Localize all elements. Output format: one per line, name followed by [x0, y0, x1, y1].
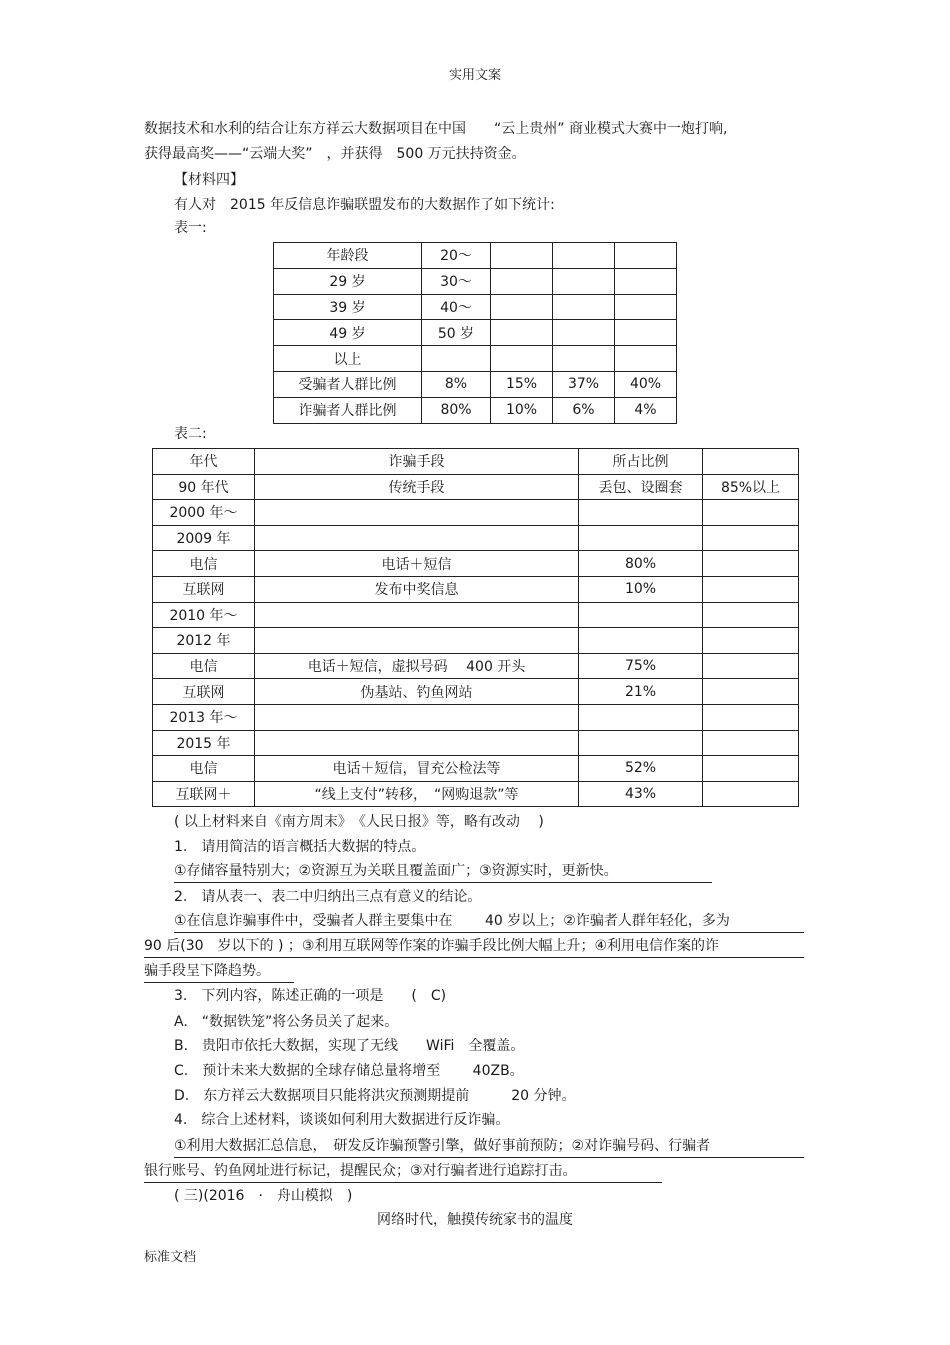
table-cell: 52%: [579, 756, 703, 782]
table-row: [153, 653, 799, 679]
table-1: [273, 242, 677, 424]
table-cell: [553, 346, 615, 372]
table-cell: [491, 320, 553, 346]
table-cell: [491, 268, 553, 294]
table-cell: 10%: [491, 397, 553, 423]
table-cell: [703, 449, 799, 475]
table-row: [274, 243, 677, 269]
table-cell: [579, 628, 703, 654]
table-row: [153, 551, 799, 577]
table-cell: 互联网: [153, 576, 255, 602]
table-cell: [615, 346, 677, 372]
material-4-heading: 【材料四】: [174, 172, 244, 188]
table-cell: 30～: [422, 268, 491, 294]
table-cell: 10%: [579, 576, 703, 602]
table-cell: [703, 551, 799, 577]
table-cell: [703, 756, 799, 782]
table-cell: 4%: [615, 397, 677, 423]
table-cell: 15%: [491, 371, 553, 397]
table-row: [153, 628, 799, 654]
table-cell: 8%: [422, 371, 491, 397]
answer-1: [174, 861, 712, 883]
table-cell: [255, 525, 579, 551]
table-cell: [703, 576, 799, 602]
table-cell: [491, 243, 553, 269]
table-cell: 2009 年: [153, 525, 255, 551]
answer-1-text: ①存储容量特别大；②资源互为关联且覆盖面广；③资源实时，更新快。: [174, 861, 712, 883]
option-c: C. 预计未来大数据的全球存储总量将增至 40ZB。: [174, 1063, 524, 1079]
table-cell: 43%: [579, 781, 703, 807]
table-1-label: 表一:: [174, 220, 207, 236]
table-cell: 29 岁: [274, 268, 422, 294]
table-cell: [703, 704, 799, 730]
section-3-title: 网络时代，触摸传统家书的温度: [377, 1212, 573, 1228]
table-cell: [579, 602, 703, 628]
table-cell: 75%: [579, 653, 703, 679]
table-cell: [579, 730, 703, 756]
table-cell: 受骗者人群比例: [274, 371, 422, 397]
table-cell: [703, 525, 799, 551]
table-cell: 50 岁: [422, 320, 491, 346]
answer-2-line-2: [144, 936, 804, 958]
table-cell: 以上: [274, 346, 422, 372]
table-cell: 80%: [422, 397, 491, 423]
table-row: [153, 679, 799, 705]
table-cell: [579, 525, 703, 551]
question-1: 1. 请用简洁的语言概括大数据的特点。: [174, 839, 426, 855]
table-cell: 37%: [553, 371, 615, 397]
table-cell: 40%: [615, 371, 677, 397]
table-cell: 电信: [153, 653, 255, 679]
table-cell: 传统手段: [255, 474, 579, 500]
answer-4-line-2-text: 银行账号、钓鱼网址进行标记，提醒民众；③对行骗者进行追踪打击。: [144, 1161, 662, 1183]
source-note: ( 以上材料来自《南方周末》 《人民日报》等，略有改动 ): [174, 814, 544, 830]
table-cell: [703, 602, 799, 628]
table-row: [274, 346, 677, 372]
table-cell: 电话＋短信: [255, 551, 579, 577]
table-cell: [579, 704, 703, 730]
table-cell: 40～: [422, 294, 491, 320]
table-cell: [703, 628, 799, 654]
table-row: [153, 500, 799, 526]
table-row: [153, 602, 799, 628]
table-cell: 39 岁: [274, 294, 422, 320]
table-cell: 90 年代: [153, 474, 255, 500]
table-cell: 2012 年: [153, 628, 255, 654]
table-cell: 互联网＋: [153, 781, 255, 807]
page-header: 实用文案: [448, 68, 501, 83]
option-b: B. 贵阳市依托大数据，实现了无线 WiFi 全覆盖。: [174, 1038, 525, 1054]
material-4-description: 有人对 2015 年反信息诈骗联盟发布的大数据作了如下统计:: [174, 197, 555, 213]
table-row: [153, 704, 799, 730]
table-cell: [422, 346, 491, 372]
table-cell: 电信: [153, 756, 255, 782]
page-footer: 标准文档: [144, 1250, 197, 1265]
question-4: 4. 综合上述材料，谈谈如何利用大数据进行反诈骗。: [174, 1112, 510, 1128]
table-cell: 年龄段: [274, 243, 422, 269]
table-cell: “线上支付”转移， “网购退款”等: [255, 781, 579, 807]
table-cell: [579, 500, 703, 526]
table-cell: [553, 243, 615, 269]
table-cell: [255, 704, 579, 730]
table-cell: [255, 500, 579, 526]
answer-4-line-2: [144, 1161, 662, 1183]
intro-line-1: 数据技术和水利的结合让东方祥云大数据项目在中国 “云上贵州” 商业模式大赛中一炮打响,: [144, 121, 728, 137]
table-cell: 互联网: [153, 679, 255, 705]
table-cell: 2010 年～: [153, 602, 255, 628]
table-cell: 年代: [153, 449, 255, 475]
table-cell: 6%: [553, 397, 615, 423]
table-cell: 85%以上: [703, 474, 799, 500]
answer-2-line-3-text: 骗手段呈下降趋势。: [144, 961, 294, 983]
question-2: 2. 请从表一、表二中归纳出三点有意义的结论。: [174, 889, 482, 905]
table-cell: [703, 653, 799, 679]
table-cell: 诈骗手段: [255, 449, 579, 475]
table-row: [153, 576, 799, 602]
table-row: [153, 525, 799, 551]
table-cell: [553, 294, 615, 320]
table-row: [274, 397, 677, 423]
table-cell: 电信: [153, 551, 255, 577]
table-cell: 丢包、设圈套: [579, 474, 703, 500]
answer-4-line-1: [174, 1136, 804, 1158]
intro-line-2: 获得最高奖——“云端大奖” ，并获得 500 万元扶持资金。: [144, 146, 526, 162]
table-cell: [703, 500, 799, 526]
table-cell: [615, 294, 677, 320]
question-3: 3. 下列内容，陈述正确的一项是 ( C): [174, 988, 447, 1004]
table-row: [274, 294, 677, 320]
table-cell: 所占比例: [579, 449, 703, 475]
table-row: [153, 474, 799, 500]
table-row: [153, 756, 799, 782]
table-cell: 80%: [579, 551, 703, 577]
table-cell: [703, 730, 799, 756]
answer-4-line-1-text: ①利用大数据汇总信息， 研发反诈骗预警引擎，做好事前预防；②对诈骗号码、行骗者: [174, 1136, 804, 1158]
table-row: [153, 730, 799, 756]
answer-2-line-2-text: 90 后(30 岁以下的 ) ；③利用互联网等作案的诈骗手段比例大幅上升；④利用电信作案的诈: [144, 936, 804, 958]
table-cell: [703, 781, 799, 807]
table-cell: 49 岁: [274, 320, 422, 346]
section-3-label: ( 三)(2016 · 舟山模拟 ): [174, 1188, 353, 1204]
table-row: [153, 781, 799, 807]
table-2-label: 表二:: [174, 426, 207, 442]
table-cell: 发布中奖信息: [255, 576, 579, 602]
table-cell: [491, 346, 553, 372]
answer-2-line-3: [144, 961, 294, 983]
table-cell: 20～: [422, 243, 491, 269]
option-d: D. 东方祥云大数据项目只能将洪灾预测期提前 20 分钟。: [174, 1088, 576, 1104]
table-cell: 2000 年～: [153, 500, 255, 526]
table-row: [274, 268, 677, 294]
table-row: [274, 371, 677, 397]
table-cell: [615, 320, 677, 346]
table-cell: 伪基站、钓鱼网站: [255, 679, 579, 705]
table-cell: [553, 320, 615, 346]
table-2: [152, 448, 799, 807]
table-cell: [615, 243, 677, 269]
table-row: [153, 449, 799, 475]
table-cell: 2015 年: [153, 730, 255, 756]
table-cell: [255, 730, 579, 756]
table-row: [274, 320, 677, 346]
table-cell: 21%: [579, 679, 703, 705]
answer-2-line-1: [174, 911, 804, 933]
table-cell: [553, 268, 615, 294]
table-cell: 2013 年～: [153, 704, 255, 730]
table-cell: 电话＋短信，虚拟号码 400 开头: [255, 653, 579, 679]
table-cell: [255, 628, 579, 654]
table-cell: 诈骗者人群比例: [274, 397, 422, 423]
table-cell: 电话＋短信，冒充公检法等: [255, 756, 579, 782]
table-cell: [491, 294, 553, 320]
answer-2-line-1-text: ①在信息诈骗事件中，受骗者人群主要集中在 40 岁以上；②诈骗者人群年轻化，多为: [174, 911, 804, 933]
table-cell: [615, 268, 677, 294]
table-cell: [703, 679, 799, 705]
table-cell: [255, 602, 579, 628]
option-a: A. “数据铁笼”将公务员关了起来。: [174, 1014, 399, 1030]
